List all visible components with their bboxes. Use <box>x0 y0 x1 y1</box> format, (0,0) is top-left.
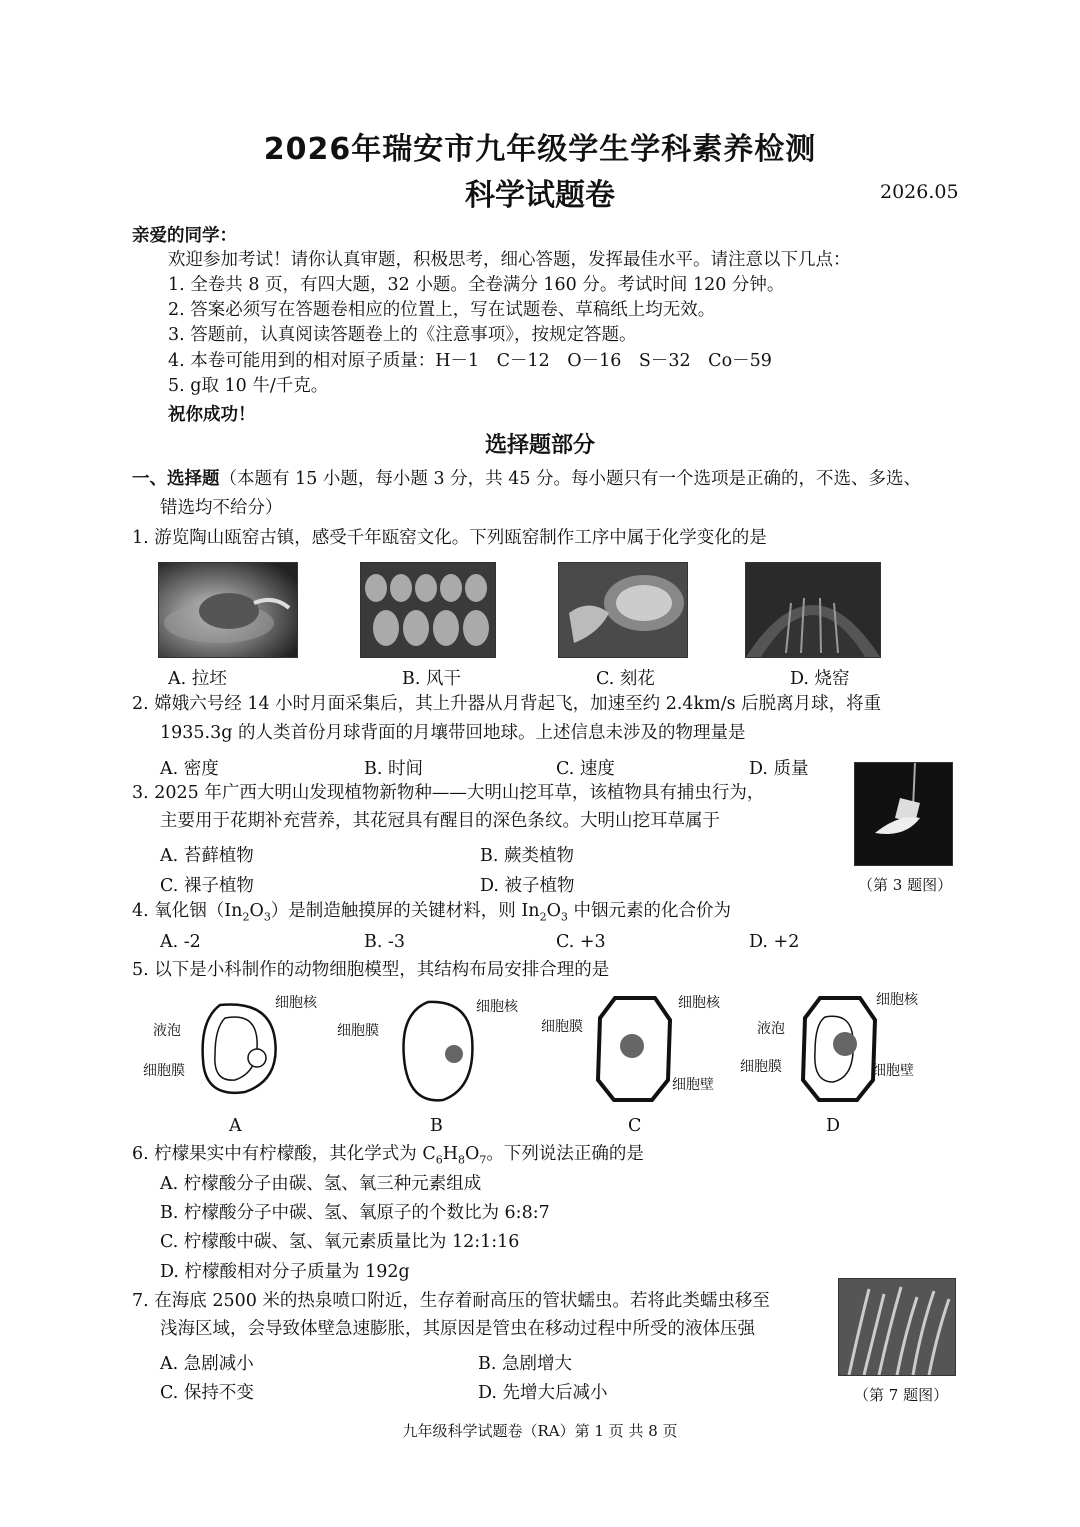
note-3: 3. 答题前，认真阅读答题卷上的《注意事项》，按规定答题。 <box>168 325 637 345</box>
q5-a-label-membrane: 细胞膜 <box>143 1063 185 1079</box>
q6-stem-b: H <box>442 1144 458 1164</box>
note-4: 4. 本卷可能用到的相对原子质量：H－1 C－12 O－16 S－32 Co－59 <box>168 351 772 371</box>
q6-option-b[interactable]: B. 柠檬酸分子中碳、氢、氧原子的个数比为 6:8:7 <box>160 1203 550 1223</box>
q4-sub-3b: 3 <box>560 910 568 924</box>
q4-stem-a: 4. 氧化铟（In <box>132 901 243 921</box>
q4-stem <box>132 903 731 923</box>
greeting: 亲爱的同学： <box>132 226 237 246</box>
q5-a-label-nucleus: 细胞核 <box>275 995 317 1011</box>
q2-option-b[interactable]: B. 时间 <box>364 759 423 779</box>
exam-title: 2026年瑞安市九年级学生学科素养检测 <box>263 132 817 167</box>
q3-option-a[interactable]: A. 苔藓植物 <box>160 846 254 866</box>
q5-option-a[interactable]: A <box>229 1116 242 1136</box>
q5-stem: 5. 以下是小科制作的动物细胞模型，其结构布局安排合理的是 <box>132 960 610 980</box>
q7-option-c[interactable]: C. 保持不变 <box>160 1383 254 1403</box>
q5-c-label-nucleus: 细胞核 <box>678 995 720 1011</box>
exam-subtitle: 科学试题卷 <box>465 178 615 213</box>
q5-d-label-wall: 细胞壁 <box>872 1063 914 1079</box>
section-heading-prefix: 一、选择题 <box>132 469 220 489</box>
q3-option-b[interactable]: B. 蕨类植物 <box>480 846 574 866</box>
q5-d-label-vacuole: 液泡 <box>757 1021 785 1037</box>
q4-sub-2b: 2 <box>539 910 547 924</box>
q4-sub-3a: 3 <box>263 910 271 924</box>
q2-stem-line2: 1935.3g 的人类首份月球背面的月壤带回地球。上述信息未涉及的物理量是 <box>160 723 746 743</box>
q1-option-d[interactable]: D. 烧窑 <box>790 669 850 689</box>
q2-option-d[interactable]: D. 质量 <box>749 759 809 779</box>
q2-option-c[interactable]: C. 速度 <box>556 759 615 779</box>
q3-figure-image <box>854 762 953 866</box>
exam-date: 2026.05 <box>880 181 959 203</box>
q3-stem-line1: 3. 2025 年广西大明山发现植物新物种——大明山挖耳草，该植物具有捕虫行为， <box>132 783 765 803</box>
q6-sub-6: 6 <box>435 1153 443 1167</box>
q2-option-a[interactable]: A. 密度 <box>160 759 219 779</box>
q5-d-label-nucleus: 细胞核 <box>876 992 918 1008</box>
q1-option-c[interactable]: C. 刻花 <box>596 669 655 689</box>
q1-photo-c <box>558 562 688 658</box>
q7-option-a[interactable]: A. 急剧减小 <box>160 1354 254 1374</box>
q6-sub-8: 8 <box>457 1153 465 1167</box>
q3-figure-caption: （第 3 题图） <box>858 876 953 894</box>
q7-figure-caption: （第 7 题图） <box>854 1386 949 1404</box>
q5-a-label-vacuole: 液泡 <box>153 1023 181 1039</box>
q3-stem-line2: 主要用于花期补充营养，其花冠具有醒目的深色条纹。大明山挖耳草属于 <box>160 811 720 831</box>
q6-stem-a: 6. 柠檬果实中有柠檬酸，其化学式为 C <box>132 1144 436 1164</box>
section-heading-text: （本题有 15 小题，每小题 3 分，共 45 分。每小题只有一个选项是正确的，不选、多选、 <box>219 469 922 489</box>
q1-option-a[interactable]: A. 拉坯 <box>168 669 227 689</box>
q5-b-label-nucleus: 细胞核 <box>476 999 518 1015</box>
q5-cell-d-drawing <box>795 992 885 1107</box>
q6-stem-d: 。下列说法正确的是 <box>486 1144 644 1164</box>
q5-d-label-membrane: 细胞膜 <box>740 1059 782 1075</box>
q4-sub-2a: 2 <box>242 910 250 924</box>
page-footer: 九年级科学试题卷（RA）第 1 页 共 8 页 <box>402 1422 678 1440</box>
section-heading <box>132 471 921 489</box>
q1-stem: 1. 游览陶山瓯窑古镇，感受千年瓯窑文化。下列瓯窑制作工序中属于化学变化的是 <box>132 528 767 548</box>
q6-option-d[interactable]: D. 柠檬酸相对分子质量为 192g <box>160 1262 410 1282</box>
q4-stem-b: O <box>249 901 264 921</box>
q3-option-c[interactable]: C. 裸子植物 <box>160 876 254 896</box>
q5-option-b[interactable]: B <box>430 1116 443 1136</box>
q6-stem-c: O <box>464 1144 480 1164</box>
q5-option-c[interactable]: C <box>628 1116 642 1136</box>
q7-option-b[interactable]: B. 急剧增大 <box>478 1354 572 1374</box>
section-title: 选择题部分 <box>484 433 595 458</box>
q4-stem-c: ）是制造触摸屏的关键材料，则 In <box>270 901 540 921</box>
q6-option-c[interactable]: C. 柠檬酸中碳、氢、氧元素质量比为 12:1:16 <box>160 1232 520 1252</box>
q7-stem-line1: 7. 在海底 2500 米的热泉喷口附近，生存着耐高压的管状蠕虫。若将此类蠕虫移至 <box>132 1291 770 1311</box>
section-heading-cont: 错选均不给分） <box>160 498 283 518</box>
q4-option-b[interactable]: B. -3 <box>364 932 406 952</box>
note-1: 1. 全卷共 8 页，有四大题，32 小题。全卷满分 160 分。考试时间 120 分钟。 <box>168 275 785 295</box>
q5-cell-a-drawing <box>195 1000 280 1098</box>
q4-stem-e: 中铟元素的化合价为 <box>567 901 731 921</box>
q1-photo-a <box>158 562 298 658</box>
q6-sub-7: 7 <box>479 1153 487 1167</box>
q5-c-label-wall: 细胞壁 <box>672 1077 714 1093</box>
q5-option-d[interactable]: D <box>826 1116 841 1136</box>
q5-cell-b-drawing <box>398 998 478 1106</box>
q4-option-d[interactable]: D. +2 <box>749 932 800 952</box>
q7-figure-image <box>838 1278 956 1376</box>
q7-option-d[interactable]: D. 先增大后减小 <box>478 1383 608 1403</box>
note-2: 2. 答案必须写在答题卷相应的位置上，写在试题卷、草稿纸上均无效。 <box>168 300 716 320</box>
q1-photo-b <box>360 562 496 658</box>
q6-stem <box>132 1146 644 1166</box>
note-5: 5. g取 10 牛/千克。 <box>168 376 329 396</box>
q4-option-c[interactable]: C. +3 <box>556 932 606 952</box>
q4-option-a[interactable]: A. -2 <box>160 932 201 952</box>
q7-stem-line2: 浅海区域，会导致体壁急速膨胀，其原因是管虫在移动过程中所受的液体压强 <box>160 1319 755 1339</box>
q4-stem-d: O <box>546 901 561 921</box>
welcome-text: 欢迎参加考试！请你认真审题，积极思考，细心答题，发挥最佳水平。请注意以下几点： <box>168 250 851 270</box>
q2-stem-line1: 2. 嫦娥六号经 14 小时月面采集后，其上升器从月背起飞，加速至约 2.4km/s 后脱离月球，将重 <box>132 694 882 714</box>
q1-option-b[interactable]: B. 风干 <box>402 669 461 689</box>
q5-b-label-membrane: 细胞膜 <box>337 1023 379 1039</box>
q5-cell-c-drawing <box>590 992 680 1107</box>
closing: 祝你成功！ <box>168 405 256 425</box>
q5-c-label-membrane: 细胞膜 <box>541 1019 583 1035</box>
q3-option-d[interactable]: D. 被子植物 <box>480 876 575 896</box>
q1-photo-d <box>745 562 881 658</box>
q6-option-a[interactable]: A. 柠檬酸分子由碳、氢、氧三种元素组成 <box>160 1174 482 1194</box>
